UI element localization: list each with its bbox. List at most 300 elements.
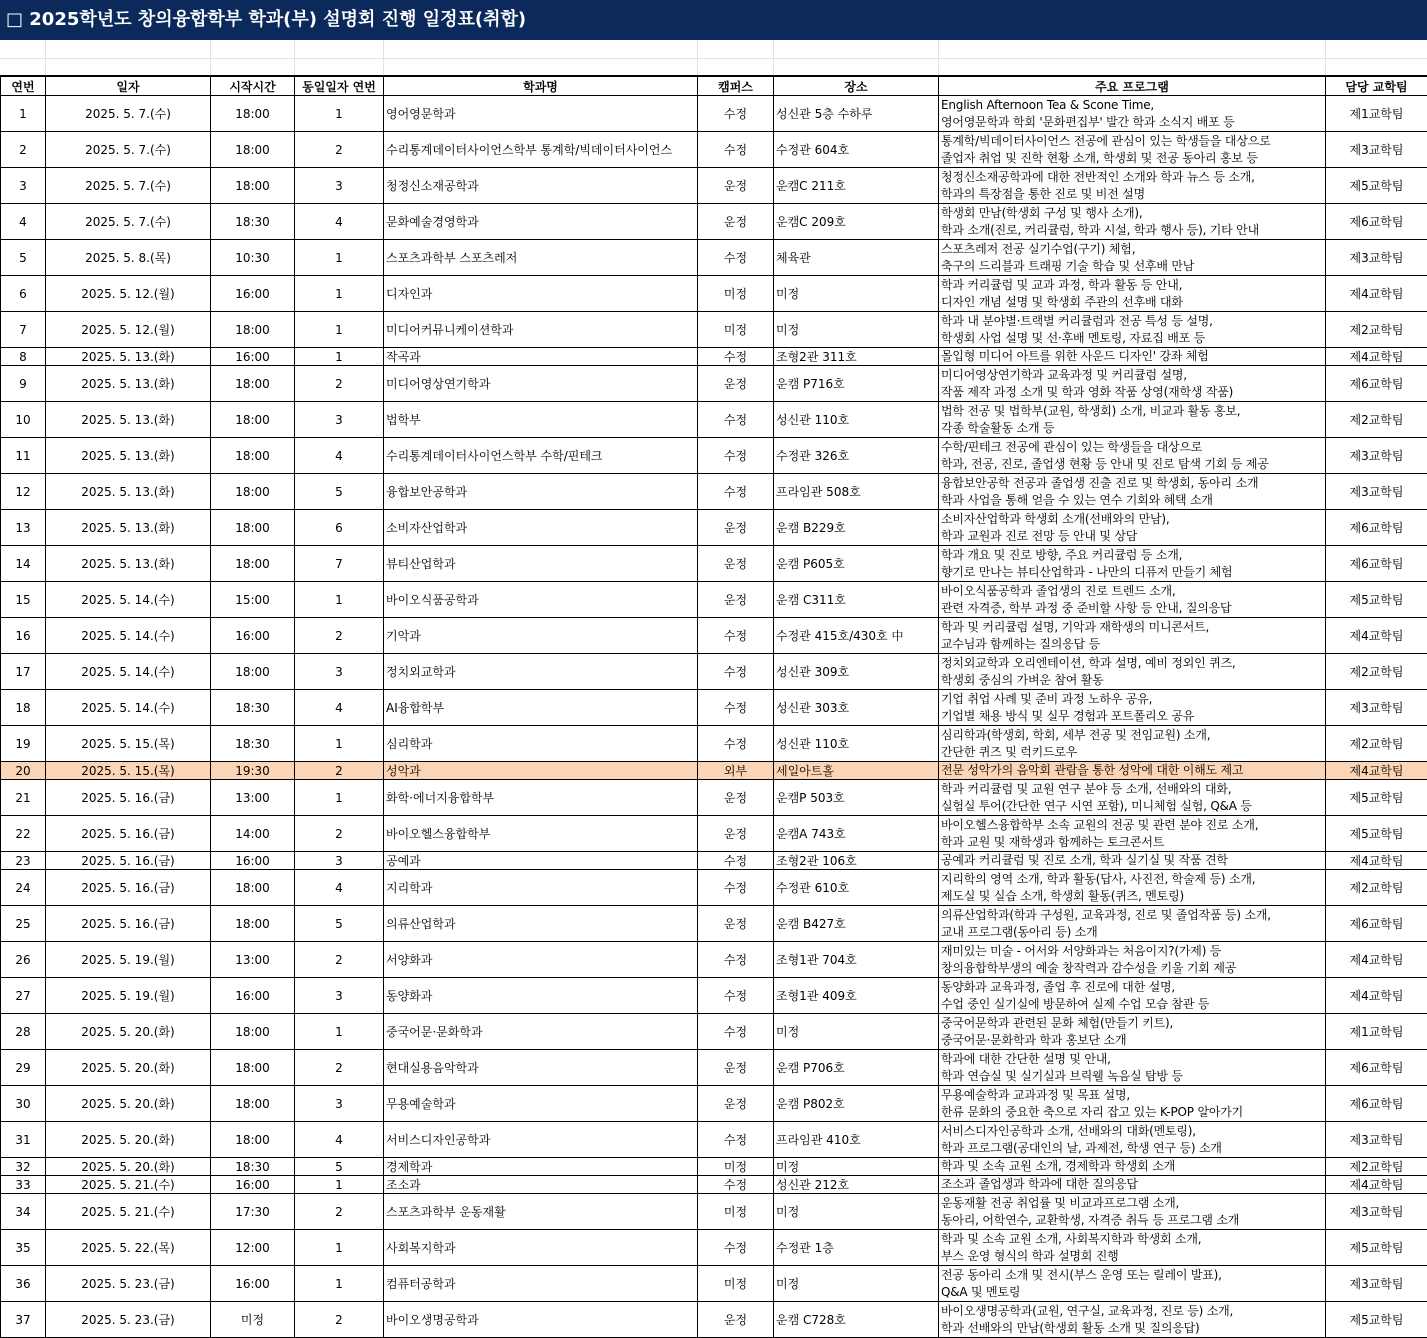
cell-seq: 5 [295, 906, 384, 942]
cell-seq: 4 [295, 690, 384, 726]
cell-date: 2025. 5. 7.(수) [46, 168, 211, 204]
cell-date: 2025. 5. 12.(월) [46, 312, 211, 348]
cell-no: 26 [1, 942, 46, 978]
cell-date: 2025. 5. 13.(화) [46, 474, 211, 510]
cell-team: 제6교학팀 [1326, 906, 1427, 942]
cell-time: 18:00 [211, 438, 295, 474]
cell-program [939, 240, 1326, 276]
cell-date: 2025. 5. 14.(수) [46, 654, 211, 690]
cell-place: 운캠 B427호 [774, 906, 939, 942]
cell-dept: 디자인과 [384, 276, 698, 312]
cell-date: 2025. 5. 23.(금) [46, 1266, 211, 1302]
cell-seq: 2 [295, 762, 384, 780]
program-line: 학과 교원과 진로 전망 등 안내 및 상담 [941, 528, 1323, 545]
program-line: 바이오헬스융합학부 소속 교원의 전공 및 관련 분야 진로 소개, [941, 817, 1323, 834]
table-row [1, 276, 1427, 312]
cell-date: 2025. 5. 13.(화) [46, 348, 211, 366]
cell-dept: 성악과 [384, 762, 698, 780]
program-line: 학과 및 소속 교원 소개, 경제학과 학생회 소개 [941, 1158, 1323, 1175]
program-line: 학과 커리큘럼 및 교과 과정, 학과 활동 등 안내, [941, 277, 1323, 294]
program-line: English Afternoon Tea & Scone Time, [941, 97, 1323, 114]
cell-team: 제5교학팀 [1326, 816, 1427, 852]
cell-date: 2025. 5. 16.(금) [46, 852, 211, 870]
program-line: 창의융합학부생의 예술 창작력과 감수성을 키울 기회 제공 [941, 960, 1323, 977]
cell-place: 운캠A 743호 [774, 816, 939, 852]
table-row [1, 780, 1427, 816]
cell-team: 제4교학팀 [1326, 348, 1427, 366]
cell-program [939, 978, 1326, 1014]
cell-date: 2025. 5. 23.(금) [46, 1302, 211, 1338]
cell-time: 18:00 [211, 96, 295, 132]
program-line: 작품 제작 과정 소개 및 학과 영화 작품 상영(재학생 작품) [941, 384, 1323, 401]
cell-no: 31 [1, 1122, 46, 1158]
cell-place: 성신관 5층 수하루 [774, 96, 939, 132]
cell-place: 운캠 C311호 [774, 582, 939, 618]
program-line: 중국어문·문화학과 학과 홍보단 소개 [941, 1032, 1323, 1049]
cell-team: 제1교학팀 [1326, 1014, 1427, 1050]
cell-no: 8 [1, 348, 46, 366]
cell-place: 미정 [774, 1194, 939, 1230]
cell-seq: 1 [295, 780, 384, 816]
program-line: 재미있는 미술 - 어서와 서양화과는 처음이지?(가제) 등 [941, 943, 1323, 960]
cell-time: 18:00 [211, 1014, 295, 1050]
cell-time: 16:00 [211, 978, 295, 1014]
cell-campus: 수정 [698, 978, 774, 1014]
cell-team: 제3교학팀 [1326, 438, 1427, 474]
table-row [1, 204, 1427, 240]
cell-team: 제6교학팀 [1326, 510, 1427, 546]
cell-no: 4 [1, 204, 46, 240]
program-line: 학과 소개(진로, 커리큘럼, 학과 시설, 학과 행사 등), 기타 안내 [941, 222, 1323, 239]
cell-time: 18:00 [211, 870, 295, 906]
cell-time: 18:00 [211, 168, 295, 204]
cell-team: 제2교학팀 [1326, 726, 1427, 762]
cell-no: 28 [1, 1014, 46, 1050]
cell-dept: 지리학과 [384, 870, 698, 906]
cell-campus: 수정 [698, 870, 774, 906]
cell-dept: 스포츠과학부 운동재활 [384, 1194, 698, 1230]
cell-date: 2025. 5. 14.(수) [46, 618, 211, 654]
cell-time: 18:30 [211, 204, 295, 240]
program-line: 학과, 전공, 진로, 졸업생 현황 등 안내 및 진로 탐색 기회 등 제공 [941, 456, 1323, 473]
cell-date: 2025. 5. 14.(수) [46, 582, 211, 618]
cell-dept: 영어영문학과 [384, 96, 698, 132]
cell-seq: 1 [295, 240, 384, 276]
cell-team: 제3교학팀 [1326, 132, 1427, 168]
col-header-time: 시작시간 [211, 77, 295, 96]
cell-no: 15 [1, 582, 46, 618]
cell-time: 18:00 [211, 312, 295, 348]
cell-date: 2025. 5. 15.(목) [46, 762, 211, 780]
cell-team: 제3교학팀 [1326, 240, 1427, 276]
table-row [1, 906, 1427, 942]
program-line: 중국어문학과 관련된 문화 체험(만들기 키트), [941, 1015, 1323, 1032]
col-header-place: 장소 [774, 77, 939, 96]
program-line: 동아리, 어학연수, 교환학생, 자격증 취득 등 프로그램 소개 [941, 1212, 1323, 1229]
cell-dept: 현대실용음악학과 [384, 1050, 698, 1086]
cell-campus: 수정 [698, 132, 774, 168]
cell-no: 27 [1, 978, 46, 1014]
cell-campus: 수정 [698, 402, 774, 438]
cell-date: 2025. 5. 13.(화) [46, 546, 211, 582]
cell-time: 17:30 [211, 1194, 295, 1230]
cell-campus: 운정 [698, 1302, 774, 1338]
cell-date: 2025. 5. 7.(수) [46, 96, 211, 132]
cell-campus: 운정 [698, 780, 774, 816]
cell-no: 6 [1, 276, 46, 312]
program-line: 부스 운영 형식의 학과 설명회 진행 [941, 1248, 1323, 1265]
cell-seq: 2 [295, 1050, 384, 1086]
cell-seq: 1 [295, 348, 384, 366]
cell-place: 운캠 P802호 [774, 1086, 939, 1122]
cell-dept: 문화예술경영학과 [384, 204, 698, 240]
table-row [1, 1230, 1427, 1266]
table-row [1, 618, 1427, 654]
cell-campus: 수정 [698, 1014, 774, 1050]
program-line: 졸업자 취업 및 진학 현황 소개, 학생회 및 전공 동아리 홍보 등 [941, 150, 1323, 167]
cell-team: 제4교학팀 [1326, 852, 1427, 870]
program-line: 서비스디자인공학과 소개, 선배와의 대화(멘토링), [941, 1123, 1323, 1140]
cell-time: 15:00 [211, 582, 295, 618]
cell-program [939, 1194, 1326, 1230]
cell-place: 성신관 212호 [774, 1176, 939, 1194]
table-row [1, 168, 1427, 204]
cell-program [939, 654, 1326, 690]
cell-team: 제5교학팀 [1326, 1302, 1427, 1338]
cell-date: 2025. 5. 13.(화) [46, 510, 211, 546]
cell-dept: 미디어커뮤니케이션학과 [384, 312, 698, 348]
cell-seq: 4 [295, 870, 384, 906]
cell-program [939, 312, 1326, 348]
cell-place: 수정관 1층 [774, 1230, 939, 1266]
cell-time: 18:00 [211, 1122, 295, 1158]
cell-campus: 수정 [698, 852, 774, 870]
cell-date: 2025. 5. 20.(화) [46, 1050, 211, 1086]
cell-time: 19:30 [211, 762, 295, 780]
cell-no: 16 [1, 618, 46, 654]
cell-time: 18:00 [211, 474, 295, 510]
schedule-table [0, 76, 1427, 1338]
cell-no: 17 [1, 654, 46, 690]
cell-campus: 외부 [698, 762, 774, 780]
cell-program [939, 1230, 1326, 1266]
cell-no: 20 [1, 762, 46, 780]
program-line: 학과 사업을 통해 얻을 수 있는 연수 기회와 혜택 소개 [941, 492, 1323, 509]
cell-time: 미정 [211, 1302, 295, 1338]
cell-date: 2025. 5. 20.(화) [46, 1014, 211, 1050]
program-line: 지리학의 영역 소개, 학과 활동(답사, 사진전, 학술제 등) 소개, [941, 871, 1323, 888]
cell-team: 제4교학팀 [1326, 1176, 1427, 1194]
cell-time: 18:00 [211, 132, 295, 168]
cell-time: 16:00 [211, 348, 295, 366]
table-row [1, 816, 1427, 852]
cell-seq: 1 [295, 1230, 384, 1266]
col-header-no: 연번 [1, 77, 46, 96]
table-row [1, 942, 1427, 978]
table-row [1, 510, 1427, 546]
table-row [1, 582, 1427, 618]
program-line: 각종 학술활동 소개 등 [941, 420, 1323, 437]
col-header-team: 담당 교학팀 [1326, 77, 1427, 96]
program-line: 학생회 만남(학생회 구성 및 행사 소개), [941, 205, 1323, 222]
table-row [1, 654, 1427, 690]
cell-program [939, 690, 1326, 726]
cell-campus: 수정 [698, 96, 774, 132]
program-line: Q&A 및 멘토링 [941, 1284, 1323, 1301]
cell-team: 제6교학팀 [1326, 1050, 1427, 1086]
cell-place: 미정 [774, 312, 939, 348]
cell-seq: 3 [295, 402, 384, 438]
cell-no: 33 [1, 1176, 46, 1194]
program-line: 학과에 대한 간단한 설명 및 안내, [941, 1051, 1323, 1068]
cell-campus: 수정 [698, 654, 774, 690]
cell-time: 18:00 [211, 546, 295, 582]
cell-program [939, 816, 1326, 852]
cell-program [939, 906, 1326, 942]
cell-seq: 3 [295, 168, 384, 204]
cell-date: 2025. 5. 7.(수) [46, 132, 211, 168]
cell-dept: 조소과 [384, 1176, 698, 1194]
program-line: 학과 및 커리큘럼 설명, 기악과 재학생의 미니콘서트, [941, 619, 1323, 636]
cell-dept: 공예과 [384, 852, 698, 870]
cell-date: 2025. 5. 20.(화) [46, 1158, 211, 1176]
cell-place: 운캠 C728호 [774, 1302, 939, 1338]
cell-place: 운캠C 211호 [774, 168, 939, 204]
cell-time: 18:00 [211, 402, 295, 438]
cell-seq: 1 [295, 1176, 384, 1194]
header-row [1, 77, 1427, 96]
cell-campus: 미정 [698, 1158, 774, 1176]
cell-seq: 1 [295, 96, 384, 132]
cell-place: 조형1관 409호 [774, 978, 939, 1014]
cell-seq: 7 [295, 546, 384, 582]
cell-seq: 4 [295, 1122, 384, 1158]
table-row [1, 978, 1427, 1014]
cell-no: 14 [1, 546, 46, 582]
program-line: 바이오생명공학과(교원, 연구실, 교육과정, 진로 등) 소개, [941, 1303, 1323, 1320]
cell-campus: 운정 [698, 816, 774, 852]
cell-place: 성신관 110호 [774, 402, 939, 438]
cell-date: 2025. 5. 22.(목) [46, 1230, 211, 1266]
cell-time: 13:00 [211, 780, 295, 816]
cell-date: 2025. 5. 16.(금) [46, 906, 211, 942]
program-line: 교수님과 함께하는 질의응답 등 [941, 636, 1323, 653]
cell-no: 7 [1, 312, 46, 348]
cell-seq: 4 [295, 438, 384, 474]
cell-team: 제2교학팀 [1326, 1158, 1427, 1176]
cell-time: 18:00 [211, 1050, 295, 1086]
cell-program [939, 1086, 1326, 1122]
cell-dept: 청정신소재공학과 [384, 168, 698, 204]
table-row [1, 402, 1427, 438]
cell-time: 18:00 [211, 906, 295, 942]
cell-seq: 5 [295, 1158, 384, 1176]
program-line: 운동재활 전공 취업률 및 비교과프로그램 소개, [941, 1195, 1323, 1212]
cell-no: 23 [1, 852, 46, 870]
cell-date: 2025. 5. 14.(수) [46, 690, 211, 726]
program-line: 스포츠레저 전공 실기수업(구기) 체험, [941, 241, 1323, 258]
cell-program [939, 510, 1326, 546]
cell-team: 제2교학팀 [1326, 870, 1427, 906]
cell-date: 2025. 5. 20.(화) [46, 1086, 211, 1122]
cell-dept: 법학부 [384, 402, 698, 438]
table-row [1, 1014, 1427, 1050]
cell-time: 13:00 [211, 942, 295, 978]
program-line: 영어영문학과 학회 '문화편집부' 발간 학과 소식지 배포 등 [941, 114, 1323, 131]
cell-campus: 운정 [698, 582, 774, 618]
table-row [1, 438, 1427, 474]
program-line: 학과 선배와의 만남(학생회 활동 소개 및 질의응답) [941, 1320, 1323, 1337]
cell-team: 제2교학팀 [1326, 312, 1427, 348]
cell-place: 운캠 B229호 [774, 510, 939, 546]
cell-program [939, 582, 1326, 618]
col-header-program: 주요 프로그램 [939, 77, 1326, 96]
cell-dept: 바이오헬스융합학부 [384, 816, 698, 852]
cell-program [939, 780, 1326, 816]
program-line: 무용예술학과 교과과정 및 목표 설명, [941, 1087, 1323, 1104]
program-line: 수업 중인 실기실에 방문하여 실제 수업 모습 참관 등 [941, 996, 1323, 1013]
cell-seq: 3 [295, 1086, 384, 1122]
cell-program [939, 168, 1326, 204]
cell-dept: 융합보안공학과 [384, 474, 698, 510]
cell-dept: 기악과 [384, 618, 698, 654]
program-line: 기업별 채용 방식 및 실무 경험과 포트폴리오 공유 [941, 708, 1323, 725]
program-line: 디자인 개념 설명 및 학생회 주관의 선후배 대화 [941, 294, 1323, 311]
cell-campus: 운정 [698, 546, 774, 582]
cell-dept: 컴퓨터공학과 [384, 1266, 698, 1302]
program-line: 학과의 특장점을 통한 진로 및 비전 설명 [941, 186, 1323, 203]
cell-seq: 1 [295, 276, 384, 312]
cell-team: 제3교학팀 [1326, 1122, 1427, 1158]
cell-seq: 3 [295, 852, 384, 870]
cell-program [939, 96, 1326, 132]
cell-time: 16:00 [211, 276, 295, 312]
cell-seq: 2 [295, 1194, 384, 1230]
cell-team: 제4교학팀 [1326, 618, 1427, 654]
table-row [1, 870, 1427, 906]
program-line: 학과 프로그램(공대인의 날, 과제전, 학생 연구 등) 소개 [941, 1140, 1323, 1157]
table-row [1, 1266, 1427, 1302]
cell-date: 2025. 5. 13.(화) [46, 366, 211, 402]
cell-place: 조형2관 106호 [774, 852, 939, 870]
cell-place: 성신관 309호 [774, 654, 939, 690]
table-body [1, 96, 1427, 1338]
cell-team: 제2교학팀 [1326, 654, 1427, 690]
program-line: 심리학과(학생회, 학회, 세부 전공 및 전임교원) 소개, [941, 727, 1323, 744]
program-line: 동양화과 교육과정, 졸업 후 진로에 대한 설명, [941, 979, 1323, 996]
cell-campus: 수정 [698, 438, 774, 474]
program-line: 바이오식품공학과 졸업생의 진로 트렌드 소개, [941, 583, 1323, 600]
cell-program [939, 852, 1326, 870]
program-line: 정치외교학과 오리엔테이션, 학과 설명, 예비 정외인 퀴즈, [941, 655, 1323, 672]
cell-team: 제6교학팀 [1326, 204, 1427, 240]
cell-program [939, 204, 1326, 240]
cell-seq: 1 [295, 1014, 384, 1050]
program-line: 수학/핀테크 전공에 관심이 있는 학생들을 대상으로 [941, 439, 1323, 456]
cell-place: 체육관 [774, 240, 939, 276]
cell-dept: 사회복지학과 [384, 1230, 698, 1266]
program-line: 학생회 사업 설명 및 선·후배 멘토링, 자료집 배포 등 [941, 330, 1323, 347]
cell-no: 30 [1, 1086, 46, 1122]
col-header-date: 일자 [46, 77, 211, 96]
cell-time: 18:00 [211, 366, 295, 402]
table-row [1, 96, 1427, 132]
cell-dept: 서비스디자인공학과 [384, 1122, 698, 1158]
blank-rows [0, 40, 1427, 76]
cell-team: 제5교학팀 [1326, 582, 1427, 618]
program-line: 전문 성악가의 음악회 관람을 통한 성악에 대한 이해도 제고 [941, 762, 1323, 779]
cell-campus: 운정 [698, 168, 774, 204]
cell-seq: 1 [295, 726, 384, 762]
table-row [1, 312, 1427, 348]
cell-time: 16:00 [211, 618, 295, 654]
table-row [1, 132, 1427, 168]
cell-date: 2025. 5. 13.(화) [46, 438, 211, 474]
cell-campus: 운정 [698, 510, 774, 546]
cell-seq: 3 [295, 978, 384, 1014]
cell-program [939, 762, 1326, 780]
table-row [1, 726, 1427, 762]
cell-dept: 소비자산업학과 [384, 510, 698, 546]
cell-no: 32 [1, 1158, 46, 1176]
program-line: 학과 내 분야별·트랙별 커리큘럼과 전공 특성 등 설명, [941, 313, 1323, 330]
table-row [1, 1194, 1427, 1230]
cell-program [939, 348, 1326, 366]
cell-no: 37 [1, 1302, 46, 1338]
cell-date: 2025. 5. 13.(화) [46, 402, 211, 438]
cell-team: 제4교학팀 [1326, 762, 1427, 780]
cell-seq: 2 [295, 366, 384, 402]
table-row [1, 546, 1427, 582]
table-row [1, 474, 1427, 510]
program-line: 조소과 졸업생과 학과에 대한 질의응답 [941, 1176, 1323, 1193]
program-line: 통계학/빅데이터사이언스 전공에 관심이 있는 학생들을 대상으로 [941, 133, 1323, 150]
cell-program [939, 870, 1326, 906]
cell-program [939, 402, 1326, 438]
cell-time: 16:00 [211, 1266, 295, 1302]
cell-no: 29 [1, 1050, 46, 1086]
cell-date: 2025. 5. 19.(월) [46, 978, 211, 1014]
cell-program [939, 1050, 1326, 1086]
cell-time: 18:00 [211, 510, 295, 546]
cell-campus: 운정 [698, 204, 774, 240]
cell-dept: 바이오식품공학과 [384, 582, 698, 618]
cell-dept: 심리학과 [384, 726, 698, 762]
cell-program [939, 438, 1326, 474]
cell-no: 18 [1, 690, 46, 726]
cell-program [939, 1176, 1326, 1194]
cell-no: 5 [1, 240, 46, 276]
table-row [1, 1302, 1427, 1338]
cell-campus: 수정 [698, 240, 774, 276]
cell-campus: 미정 [698, 1194, 774, 1230]
cell-seq: 4 [295, 204, 384, 240]
cell-dept: 작곡과 [384, 348, 698, 366]
program-line: 기업 취업 사례 및 준비 과정 노하우 공유, [941, 691, 1323, 708]
cell-program [939, 618, 1326, 654]
cell-dept: 수리통계데이터사이언스학부 수학/핀테크 [384, 438, 698, 474]
cell-team: 제3교학팀 [1326, 1266, 1427, 1302]
cell-no: 35 [1, 1230, 46, 1266]
cell-place: 성신관 110호 [774, 726, 939, 762]
cell-place: 운캠 P605호 [774, 546, 939, 582]
cell-no: 9 [1, 366, 46, 402]
cell-time: 14:00 [211, 816, 295, 852]
cell-campus: 수정 [698, 1122, 774, 1158]
cell-time: 18:00 [211, 1086, 295, 1122]
cell-time: 16:00 [211, 852, 295, 870]
cell-no: 11 [1, 438, 46, 474]
